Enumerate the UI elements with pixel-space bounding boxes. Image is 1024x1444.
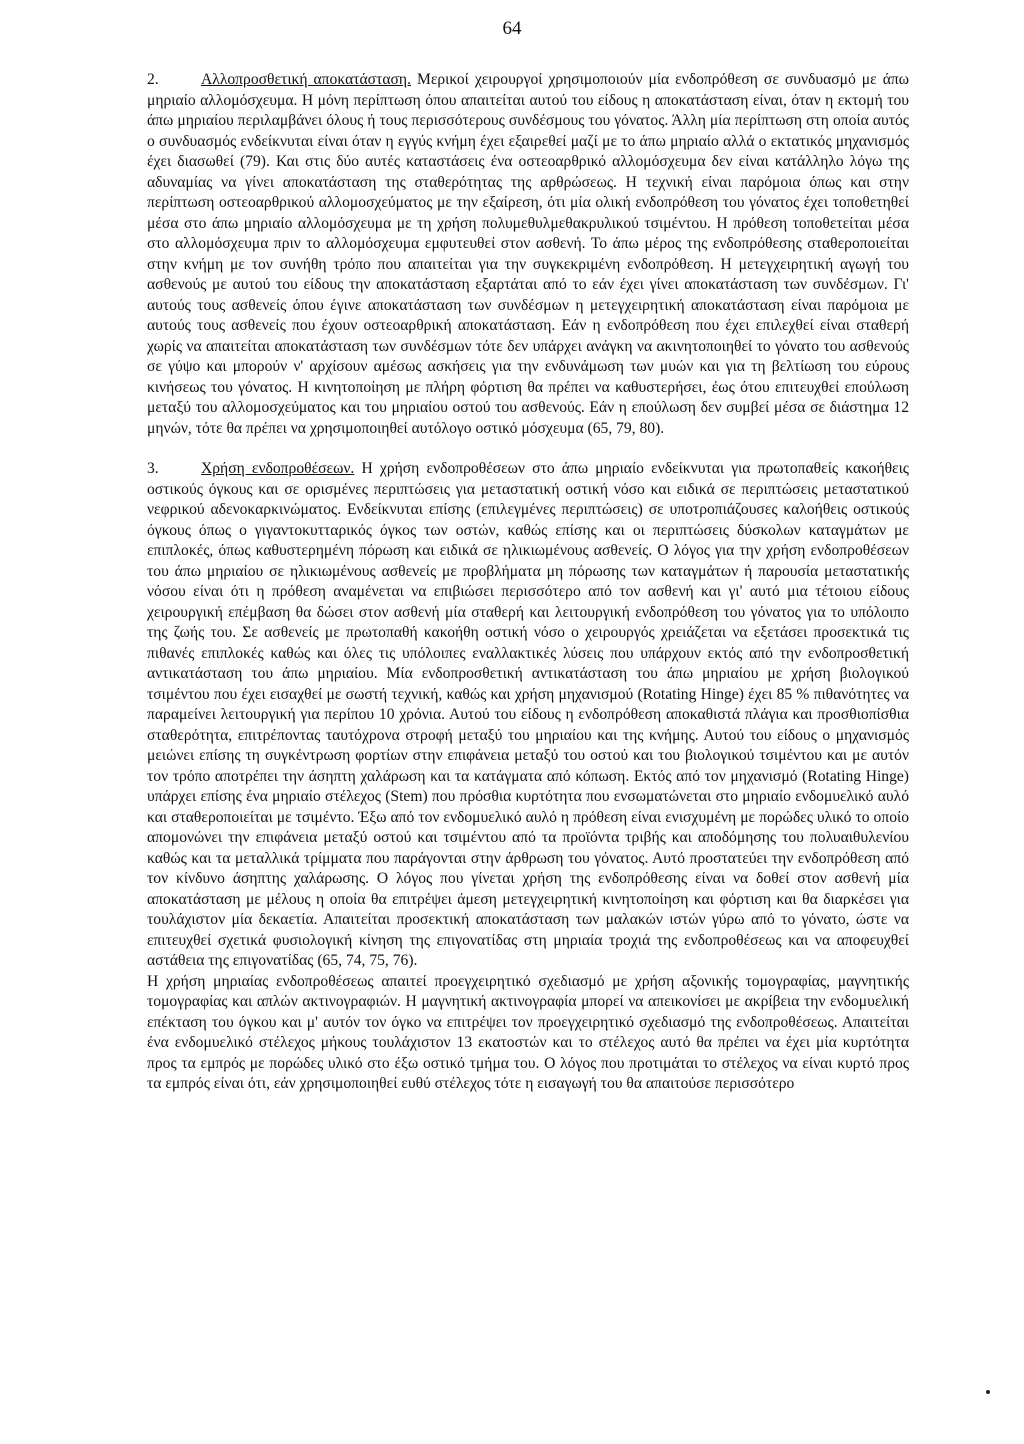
section-2-text: Μερικοί χειρουργοί χρησιμοποιούν μία ενδοπρόθεση σε συνδυασμό με άπω μηριαίο αλλομόσχευμα. Η μόνη περίπτωση όπου απαιτείται αυτού του είδους η αποκατάσταση είναι, όταν η εκτομή του άπω μηριαίου περιλαμβάνει όλους ή τους περισσότερους συνδέσμους του γόνατος. Άλλη μία περίπτωση στη οποία αυτός ο συνδυασμός ενδείκνυται είναι όταν η εγγύς κνήμη έχει εξαιρεθεί μαζί με το άπω μηριαίο αλλά ο εκτατικός μηχανισμός έχει διασωθεί (79). Και στις δύο αυτές καταστάσεις ένα οστεοαρθρικό αλλομόσχευμα δεν είναι κατάλληλο λόγω της αδυναμίας να γίνει αποκατάσταση της σταθερότητας της αρθρώσεως. Η τεχνική είναι παρόμοια όπως και στην περίπτωση οστεοαρθρικού αλλομοσχεύματος με την εξαίρεση, ότι μία ολική ενδοπρόθεση του γόνατος έχει τοποθετηθεί μέσα στο άπω μηριαίο αλλομόσχευμα με τη χρήση πολυμεθυλμεθακρυλικού τσιμέντου. Η πρόθεση τοποθετείται μέσα στο αλλομόσχευμα πριν το αλλομόσχευμα εμφυτευθεί στον ασθενή. Το άπω μέρος της ενδοπρόθεσης σταθεροποιείται στην κνήμη με τον συνήθη τρόπο που απαιτείται για την συγκεκριμένη ενδοπρόθεση. Η μετεγχειρητική αγωγή του ασθενούς με αυτού του είδους την αποκατάσταση εξαρτάται από το εάν έχει γίνει αποκατάσταση των συνδέσμων. Γι' αυτούς τους ασθενείς όπου έγινε αποκατάσταση των συνδέσμων η μετεγχειρητική αποκατάσταση είναι παρόμοια με αυτούς τους ασθενείς που έχουν οστεοαρθρική αποκατάσταση. Εάν η ενδοπρόθεση που έχει επιλεχθεί είναι σταθερή χωρίς να απαιτείται αποκατάσταση των συνδέσμων τότε δεν υπάρχει ανάγκη να ακινητοποιηθεί το γόνατο του ασθενούς σε γύψο και μπορούν ν' αρχίσουν αμέσως ασκήσεις για την ενδυνάμωση των μυών και για τη βελτίωση του εύρους κινήσεως του γόνατος. Η κινητοποίηση με πλήρη φόρτιση θα πρέπει να καθυστερήσει, έως ότου επιτευχθεί επούλωση μεταξύ του αλλομοσχεύματος και του μηριαίου οστού του ασθενούς. Εάν η επούλωση δεν συμβεί μέσα σε διάστημα 12 μηνών, τότε θα πρέπει να χρησιμοποιηθεί αυτόλογο οστικό μόσχευμα (65, 79, 80). — [147, 71, 909, 437]
section-2-heading — [147, 71, 411, 88]
scan-artifact-dot — [986, 1390, 990, 1394]
section-2 — [147, 70, 909, 439]
section-3-text: Η χρήση ενδοπροθέσεων στο άπω μηριαίο ενδείκνυται για πρωτοπαθείς κακοήθεις οστικούς όγκους και σε ορισμένες περιπτώσεις για μεταστατική οστική νόσο και ειδικά σε περιπτώσεις μεταστατικού νεφρικού αδενοκαρκινώματος. Ενδείκνυται επίσης (επιλεγμένες περιπτώσεις) σε υποτροπιάζουσες καλοήθεις οστικούς όγκους όπως ο γιγαντοκυτταρικός όγκος των οστών, καθώς επίσης και οι περιπτώσεις δύσκολων καταγμάτων με επιπλοκές, όπως καθυστερημένη πόρωση και ειδικά σε ηλικιωμένους ασθενείς. Ο λόγος για την χρήση ενδοπροθέσεων του άπω μηριαίου σε ηλικιωμένους ασθενείς με προβλήματα μη πόρωσης των καταγμάτων ή παρουσία μεταστατικής νόσου είναι ότι η πρόθεση αναμένεται να επιβιώσει περισσότερο από τον ασθενή και γι' αυτό μια τέτοιου είδους χειρουργική επέμβαση θα δώσει στον ασθενή μία σταθερή και λειτουργική ενδοπρόθεση του γόνατος για το υπόλοιπο της ζωής του. Σε ασθενείς με πρωτοπαθή κακοήθη οστική νόσο ο χειρουργός χρειάζεται να εξετάσει προσεκτικά τις πιθανές επιπλοκές καθώς και όλες τις υπόλοιπες εναλλακτικές λύσεις που υπάρχουν εκτός από την ενδοπροσθετική αντικατάσταση του άπω μηριαίου. Μία ενδοπροσθετική αντικατάσταση του άπω μηριαίου με χρήση βιολογικού τσιμέντου που έχει εισαχθεί με σωστή τεχνική, καθώς και χρήση μηχανισμού (Rotating Hinge) έχει 85 % πιθανότητες να παραμείνει λειτουργική για περίπου 10 χρόνια. Αυτού του είδους η ενδοπρόθεση αποκαθιστά πλάγια και προσθιοπίσθια σταθερότητα, επιτρέποντας ταυτόχρονα στροφή μεταξύ του μηριαίου και της κνήμης. Αυτού του είδους ο μηχανισμός μειώνει επίσης τη συγκέντρωση φορτίων στην επιφάνεια μεταξύ του οστού και του βιολογικού τσιμέντου και με αυτόν τον τρόπο αποτρέπει την άσηπτη χαλάρωση και τα κατάγματα από κόπωση. Εκτός από τον μηχανισμό (Rotating Hinge) υπάρχει επίσης ένα μηριαίο στέλεχος (Stem) που πρόσθια κυρτότητα που ενσωματώνεται στο μηριαίο ενδομυελικό αυλό και σταθεροποιείται με τσιμέντο. Έξω από τον ενδομυελικό αυλό η πρόθεση είναι ενισχυμένη με πορώδες υλικό το οποίο απομονώνει την επιφάνεια μεταξύ οστού και τσιμέντου από τα προϊόντα τριβής και αποδόμησης του πολυαιθυλενίου καθώς και τα μεταλλικά τρίμματα που παράγονται στην άρθρωση του γόνατος. Αυτό προστατεύει την ενδοπρόθεση από τον κίνδυνο άσηπτης χαλάρωσης. Ο λόγος που γίνεται χρήση της ενδοπρόθεσης είναι να δοθεί στον ασθενή μία αποκατάσταση με μέλους η οποία θα επιτρέψει άμεση μετεγχειρητική κινητοποίηση και φόρτιση και θα διαρκέσει για τουλάχιστον μία δεκαετία. Απαιτείται προσεκτική αποκατάσταση των μαλακών ιστών γύρω από το γόνατο, ώστε να επιτευχθεί σχετικά φυσιολογική κίνηση της επιγονατίδας στη μηριαία τροχιά της ενδοπροθέσεως και να αποφευχθεί αστάθεια της επιγονατίδας (65, 74, 75, 76). — [147, 460, 909, 969]
section-gap — [147, 439, 909, 459]
section-2-number: 2. — [147, 71, 159, 88]
section-3-number: 3. — [147, 460, 159, 477]
section-3-heading — [147, 460, 354, 477]
page-number: 64 — [502, 18, 522, 39]
section-2-title: Αλλοπροσθετική αποκατάσταση. — [201, 71, 411, 88]
section-3 — [147, 459, 909, 1095]
section-3-paragraph — [147, 459, 909, 972]
section-3-title: Χρήση ενδοπροθέσεων. — [201, 460, 355, 477]
section-3-paragraph-2: Η χρήση μηριαίας ενδοπροθέσεως απαιτεί προεγχειρητικό σχεδιασμό με χρήση αξονικής τομογραφίας, μαγνητικής τομογραφίας και απλών ακτινογραφιών. Η μαγνητική ακτινογραφία μπορεί να απεικονίσει με ακρίβεια την ενδομυελική επέκταση του όγκου και μ' αυτόν τον όγκο να επιτρέψει τον προεγχειρητικό σχεδιασμό της ενδοπροθέσεως. Απαιτείται ένα ενδομυελικό στέλεχος μήκους τουλάχιστον 13 εκατοστών και το στέλεχος αυτό θα πρέπει να έχει μία κυρτότητα προς τα εμπρός με πορώδες υλικό στο έξω οστικό τμήμα του. Ο λόγος που προτιμάται το στέλεχος να είναι κυρτό προς τα εμπρός είναι ότι, εάν χρησιμοποιηθεί ευθύ στέλεχος τότε η εισαγωγή του θα απαιτούσε περισσότερο — [147, 972, 909, 1092]
document-body — [147, 70, 909, 1095]
section-2-paragraph — [147, 70, 909, 439]
